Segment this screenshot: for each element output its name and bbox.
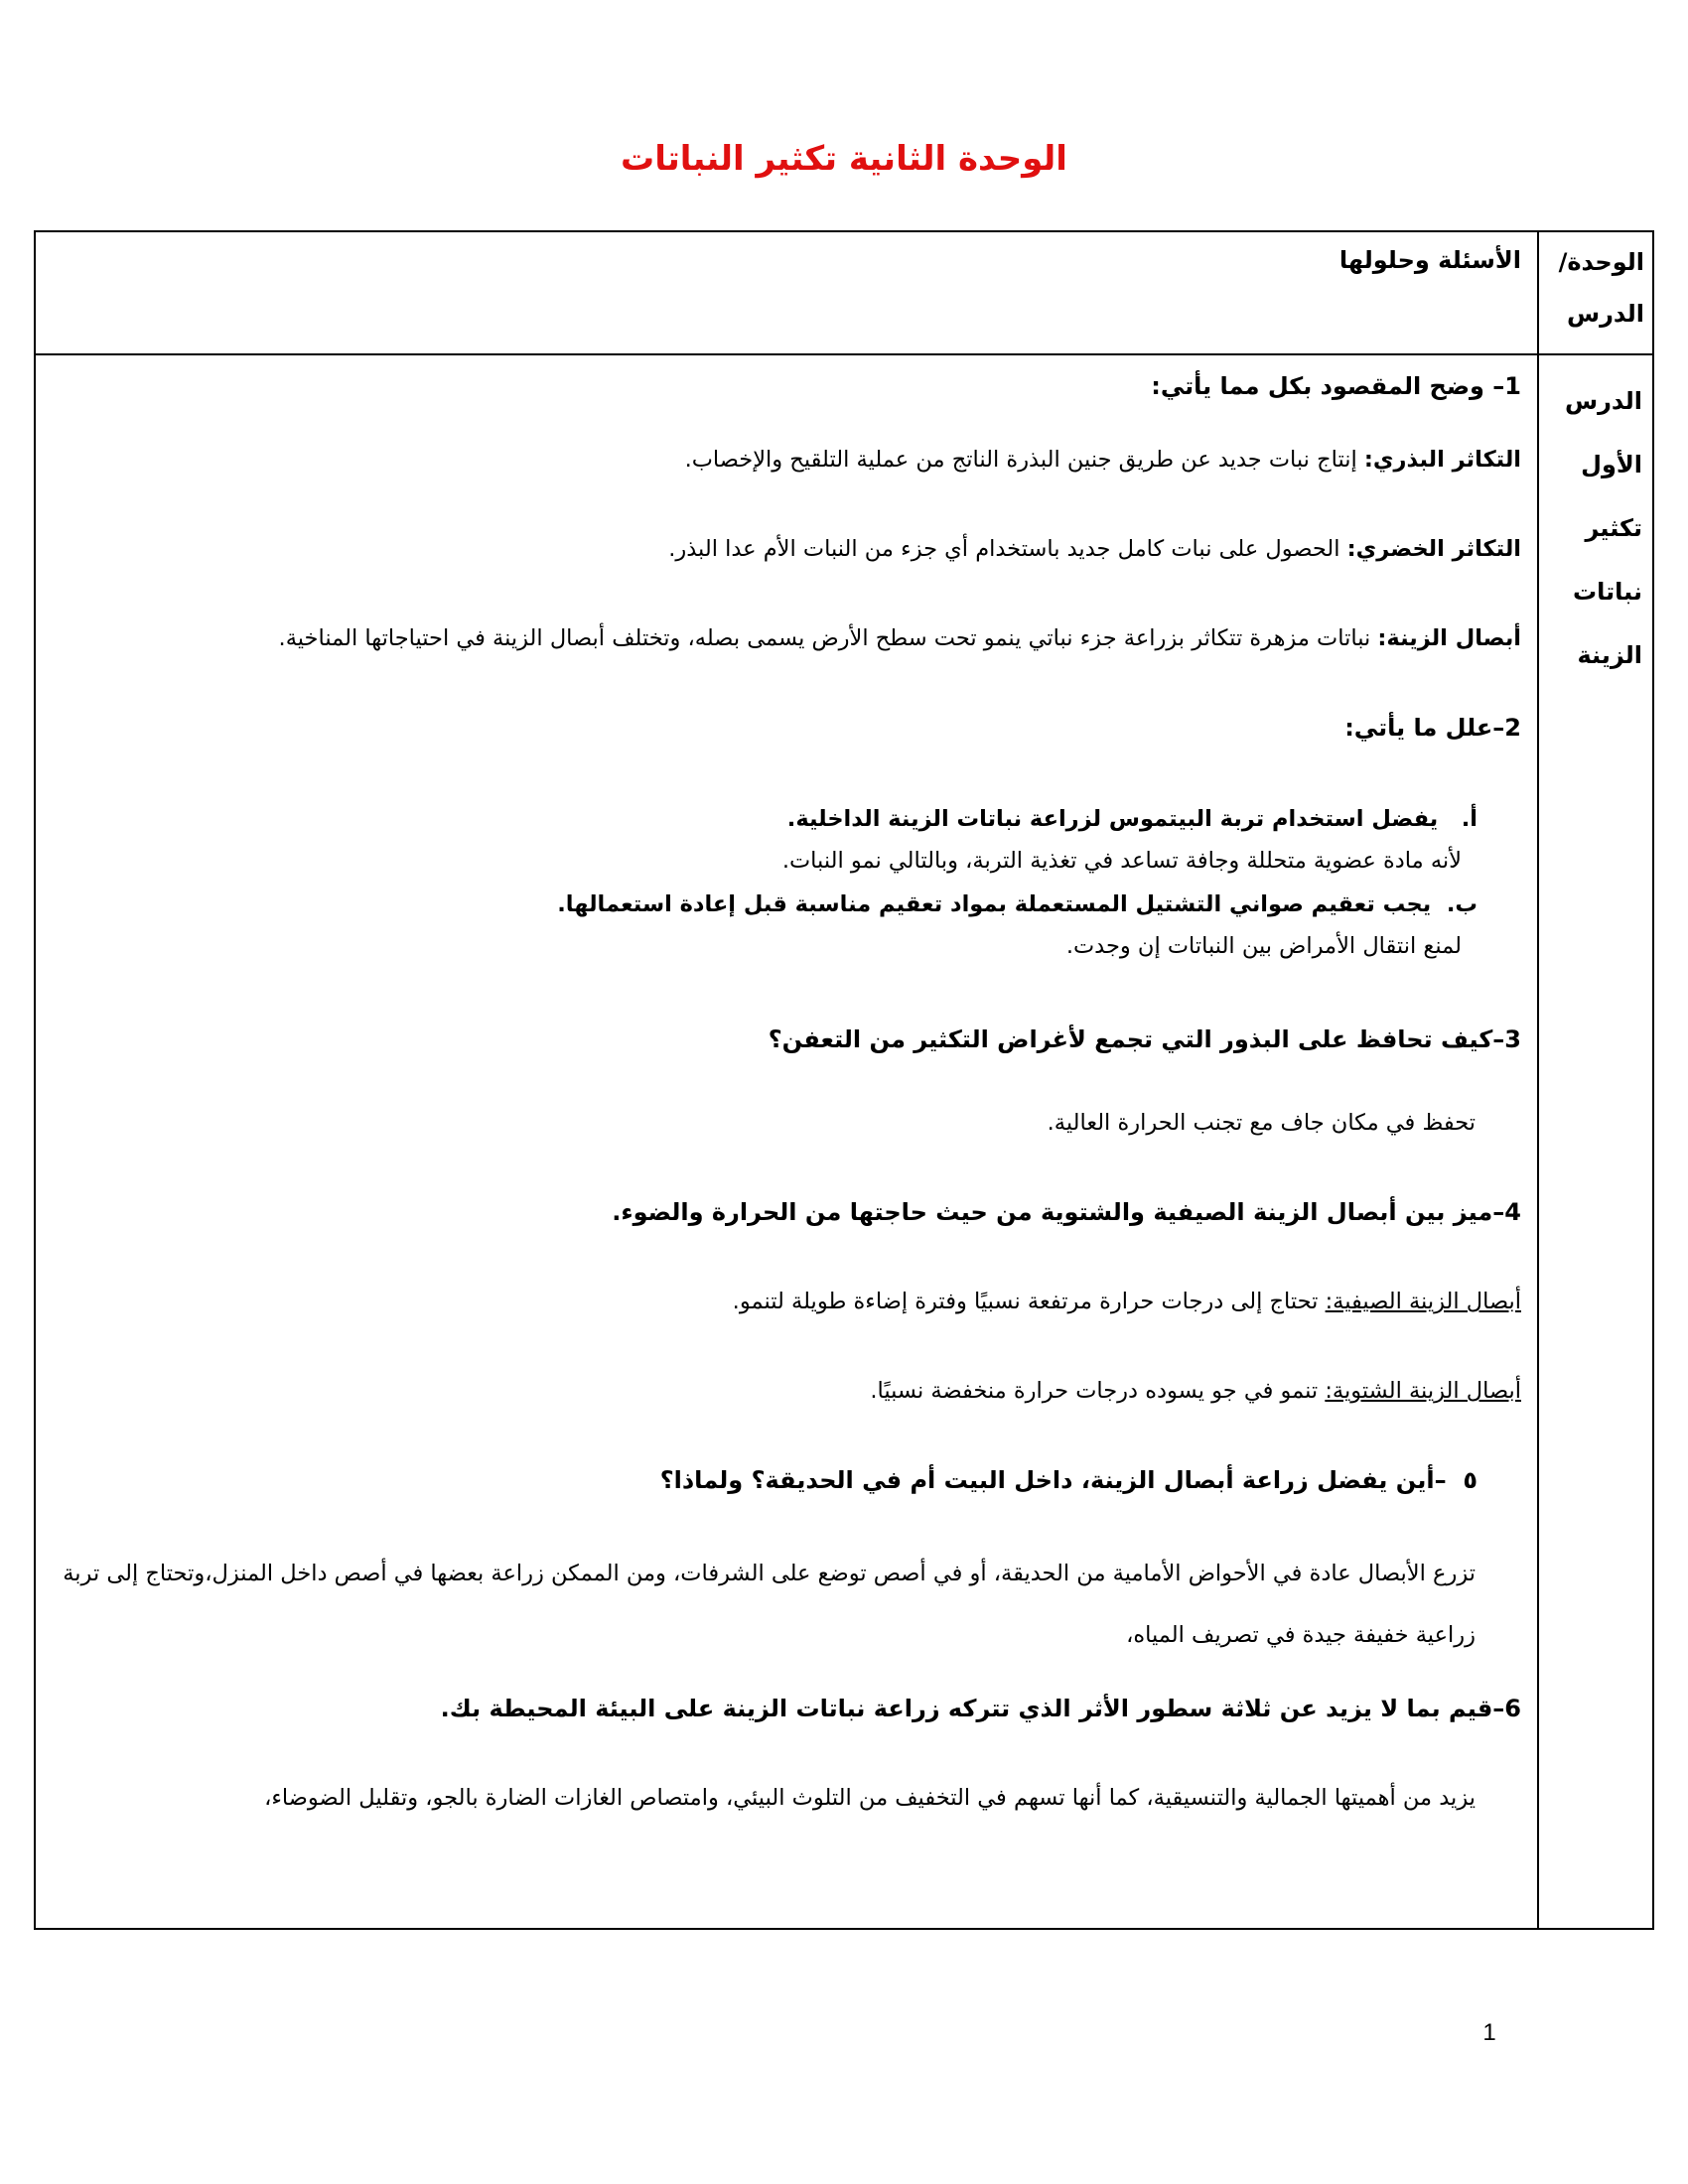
definition-text: نباتات مزهرة تتكاثر بزراعة جزء نباتي ينمو تحت سطح الأرض يسمى بصله، وتختلف أبصال الزينة في احتياجاتها المناخية. (278, 625, 1378, 651)
table-header-row (35, 231, 1653, 354)
definition-item (56, 621, 1521, 655)
definition-item (56, 532, 1521, 566)
page-title: الوحدة الثانية تكثير النباتات (621, 139, 1067, 179)
question-5-number: ٥ (1463, 1466, 1477, 1494)
reason-answer: لأنه مادة عضوية متحللة وجافة تساعد في تغذية التربة، وبالتالي نمو النبات. (781, 848, 1462, 874)
lesson-name-cell (1538, 354, 1653, 1929)
question-3: 3–كيف تحافظ على البذور التي تجمع لأغراض التكثير من التعفن؟ (768, 1025, 1521, 1053)
lesson-content-cell (35, 354, 1538, 1929)
comparison-item (56, 1374, 1521, 1408)
definition-text: إنتاج نبات جديد عن طريق جنين البذرة الناتج من عملية التلقيح والإخصاب. (684, 447, 1364, 473)
question-5-text: –أين يفضل زراعة أبصال الزينة، داخل البيت أم في الحديقة؟ ولماذا؟ (659, 1466, 1447, 1494)
comparison-term: أبصال الزينة الشتوية: (1325, 1378, 1521, 1404)
header-lesson-cell (1538, 231, 1653, 354)
header-content-cell (35, 231, 1538, 354)
question-1: 1– وضح المقصود بكل مما يأتي: (1151, 372, 1521, 400)
comparison-text: تحتاج إلى درجات حرارة مرتفعة نسبيًا وفترة إضاءة طويلة لتنمو. (732, 1289, 1326, 1314)
answer-6: يزيد من أهميتها الجمالية والتنسيقية، كما أنها تسهم في التخفيف من التلوث البيئي، وامتصاص الغازات الضارة بالجو، وتقليل الضوضاء، (264, 1785, 1476, 1811)
comparison-term: أبصال الزينة الصيفية: (1325, 1289, 1521, 1314)
reason-answer: لمنع انتقال الأمراض بين النباتات إن وجدت. (1065, 933, 1462, 959)
header-lesson-label: الوحدة/ الدرس (1558, 248, 1644, 328)
definition-term: التكاثر الخضري: (1346, 536, 1521, 562)
page-number: 1 (1482, 2019, 1496, 2046)
answer-3: تحفظ في مكان جاف مع تجنب الحرارة العالية. (1047, 1110, 1476, 1136)
answer-5: تزرع الأبصال عادة في الأحواض الأمامية من الحديقة، أو في أصص توضع على الشرفات، ومن الممكن زراعة بعضها في أصص داخل المنزل،وتحتاج إلى تربة زراعية خفيفة جيدة في تصريف المياه، (63, 1561, 1476, 1648)
question-4: 4–ميز بين أبصال الزينة الصيفية والشتوية من حيث حاجتها من الحرارة والضوء. (612, 1198, 1521, 1226)
reason-label: ب. (1446, 891, 1477, 917)
header-content-label: الأسئلة وحلولها (1338, 246, 1521, 274)
reason-text: يجب تعقيم صواني التشتيل المستعملة بمواد تعقيم مناسبة قبل إعادة استعمالها. (557, 891, 1432, 917)
comparison-item (56, 1285, 1521, 1318)
questions-table (34, 230, 1654, 1930)
comparison-text: تنمو في جو يسوده درجات حرارة منخفضة نسبيًا. (870, 1378, 1326, 1404)
question-6: 6–قيم بما لا يزيد عن ثلاثة سطور الأثر الذي تتركه زراعة نباتات الزينة على البيئة المحيطة بك. (440, 1695, 1521, 1722)
question-2: 2–علل ما يأتي: (1344, 714, 1521, 742)
reason-label: أ. (1461, 806, 1477, 832)
lesson-name: الدرس الأول تكثير نباتات الزينة (1564, 387, 1642, 669)
definition-text: الحصول على نبات كامل جديد باستخدام أي جزء من النبات الأم عدا البذر. (668, 536, 1347, 562)
reason-item (56, 887, 1521, 921)
question-5 (56, 1463, 1521, 1497)
lesson-row (35, 354, 1653, 1929)
reason-item (56, 802, 1521, 836)
reason-text: يفضل استخدام تربة البيتموس لزراعة نباتات الزينة الداخلية. (786, 806, 1439, 832)
definition-term: التكاثر البذري: (1363, 447, 1521, 473)
definition-term: أبصال الزينة: (1377, 625, 1521, 651)
definition-item (56, 443, 1521, 477)
